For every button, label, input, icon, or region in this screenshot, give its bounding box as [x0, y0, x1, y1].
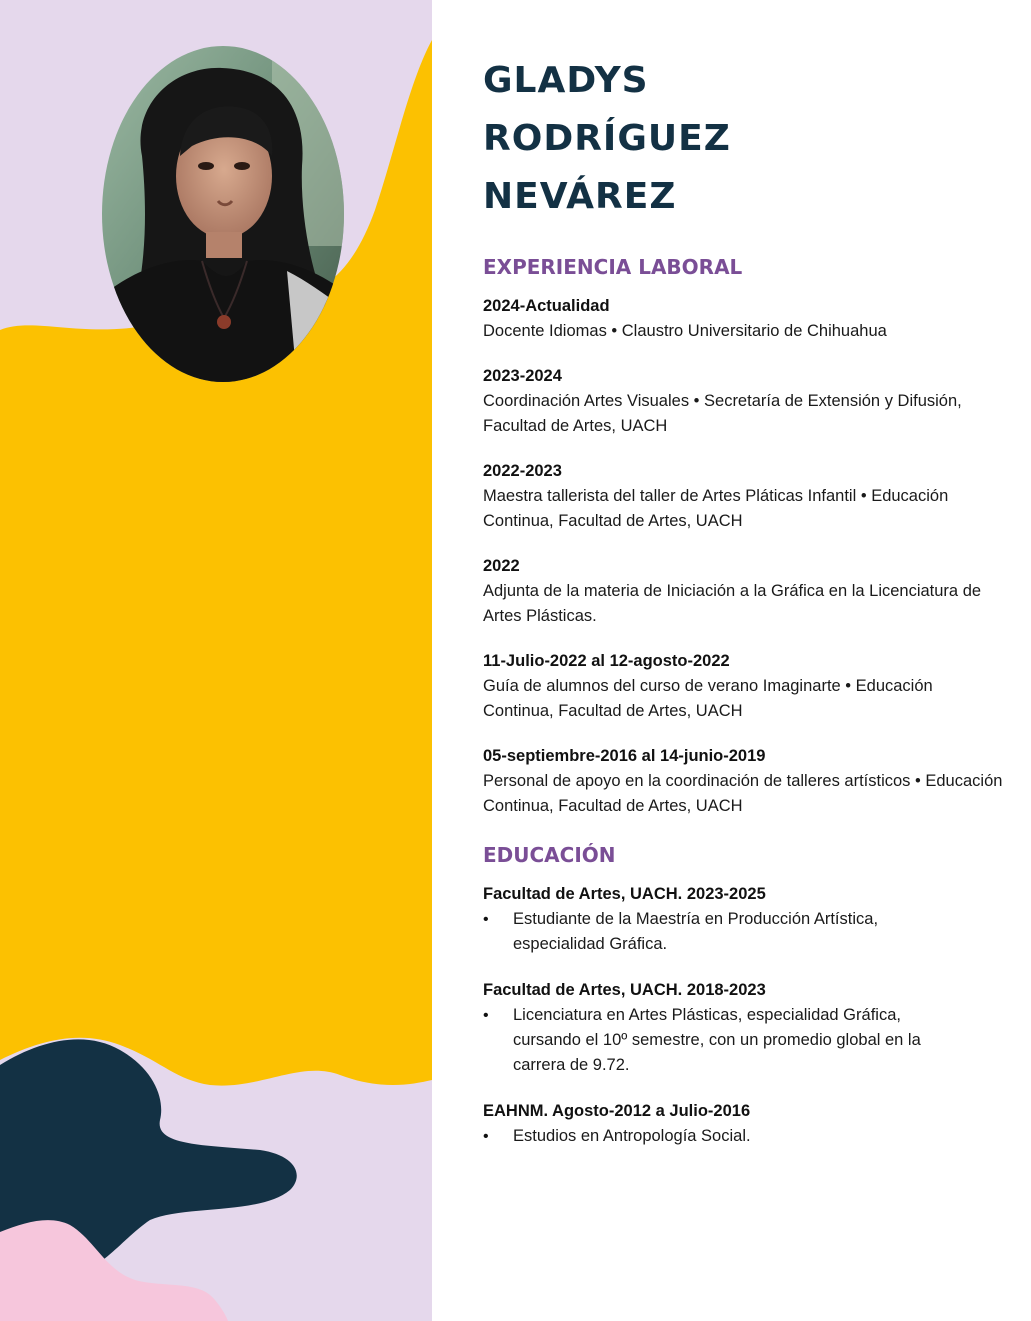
education-heading: EAHNM. Agosto-2012 a Julio-2016 — [483, 1102, 751, 1120]
profile-photo — [102, 46, 344, 382]
decorative-side-panel — [0, 0, 432, 1321]
education-detail: Licenciatura en Artes Plásticas, especialidad Gráfica, cursando el 10º semestre, con un promedio global en la carrera de 9.72. — [513, 1006, 921, 1074]
bullet-icon: • — [483, 911, 489, 928]
experience-description: Personal de apoyo en la coordinación de talleres artísticos • Educación Continua, Facultad de Artes, UACH — [483, 772, 1003, 815]
experience-period: 2022 — [483, 557, 520, 575]
experience-period: 2022-2023 — [483, 462, 562, 480]
experience-section-title: EXPERIENCIA LABORAL — [483, 255, 743, 279]
experience-period: 2023-2024 — [483, 367, 562, 385]
education-detail: Estudios en Antropología Social. — [513, 1127, 751, 1145]
education-section-title: EDUCACIÓN — [483, 843, 616, 867]
experience-entry — [483, 459, 1003, 534]
experience-period: 2024-Actualidad — [483, 297, 610, 315]
education-bullet — [483, 907, 1003, 957]
name-line-first: GLADYS — [483, 60, 649, 101]
experience-entry — [483, 554, 1003, 629]
education-entry — [483, 882, 1003, 957]
experience-description: Docente Idiomas • Claustro Universitario de Chihuahua — [483, 322, 887, 340]
education-entry — [483, 978, 1003, 1078]
experience-description: Adjunta de la materia de Iniciación a la Gráfica en la Licenciatura de Artes Plásticas. — [483, 582, 982, 625]
bullet-icon: • — [483, 1128, 489, 1145]
experience-period: 11-Julio-2022 al 12-agosto-2022 — [483, 652, 730, 670]
experience-description: Guía de alumnos del curso de verano Imaginarte • Educación Continua, Facultad de Artes, UACH — [483, 677, 933, 720]
education-heading: Facultad de Artes, UACH. 2018-2023 — [483, 981, 766, 999]
education-detail: Estudiante de la Maestría en Producción Artística, especialidad Gráfica. — [513, 910, 879, 953]
experience-entry — [483, 649, 1003, 724]
name-line-second: RODRÍGUEZ — [483, 118, 731, 159]
experience-description: Coordinación Artes Visuales • Secretaría de Extensión y Difusión, Facultad de Artes, UACH — [483, 392, 962, 435]
experience-description: Maestra tallerista del taller de Artes Pláticas Infantil • Educación Continua, Facultad de Artes, UACH — [483, 487, 949, 530]
full-name-heading — [483, 52, 731, 226]
education-bullet — [483, 1003, 1003, 1078]
education-heading: Facultad de Artes, UACH. 2023-2025 — [483, 885, 766, 903]
bullet-icon: • — [483, 1007, 489, 1024]
education-entry — [483, 1099, 1003, 1149]
portrait-image — [102, 46, 344, 382]
education-bullet — [483, 1124, 1003, 1149]
experience-entry — [483, 364, 1003, 439]
experience-entry — [483, 744, 1003, 819]
experience-entry — [483, 294, 1003, 344]
experience-period: 05-septiembre-2016 al 14-junio-2019 — [483, 747, 766, 765]
name-line-third: NEVÁREZ — [483, 176, 677, 217]
